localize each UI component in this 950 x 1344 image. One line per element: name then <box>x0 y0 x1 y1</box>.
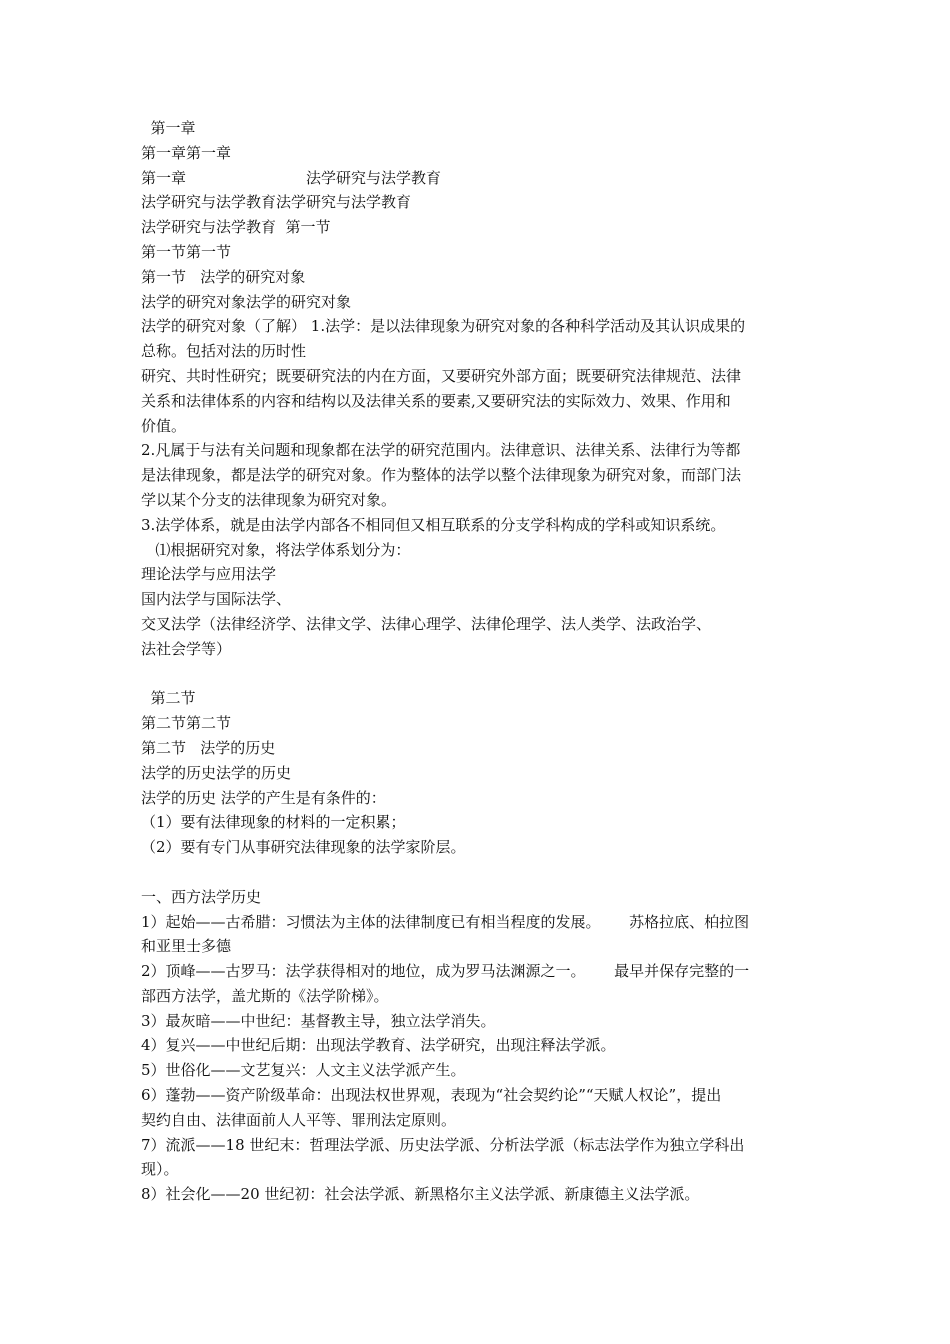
list-item: （2）要有专门从事研究法律现象的法学家阶层。 <box>141 838 466 857</box>
list-item: 3）最灰暗——中世纪：基督教主导，独立法学消失。 <box>141 1011 496 1030</box>
list-item: （1）要有法律现象的材料的一定积累； <box>141 813 406 832</box>
section-title: 第二节 法学的历史 <box>141 738 276 757</box>
list-item: 交叉法学（法律经济学、法律文学、法律心理学、法律伦理学、法人类学、法政治学、 <box>141 614 712 633</box>
text-line: 法学研究与法学教育法学研究与法学教育 <box>141 193 412 212</box>
list-item: 法社会学等） <box>141 639 232 658</box>
section-heading: 第一节 法学的研究对象 <box>141 267 306 286</box>
list-item: 现）。 <box>141 1160 179 1179</box>
list-item: 1）起始——古希腊：习惯法为主体的法律制度已有相当程度的发展。 苏格拉底、柏拉图 <box>141 912 750 931</box>
list-item: 契约自由、法律面前人人平等、罪刑法定原则。 <box>141 1110 457 1129</box>
list-item: 6）蓬勃——资产阶级革命：出现法权世界观，表现为“社会契约论”“天赋人权论”，提出 <box>141 1086 722 1105</box>
spacer <box>141 860 821 885</box>
text-line: 法学的研究对象法学的研究对象 <box>141 292 352 311</box>
chapter-label: 第一章 <box>141 168 187 187</box>
list-item: 国内法学与国际法学、 <box>141 590 292 609</box>
list-item: 部西方法学，盖尤斯的《法学阶梯》。 <box>141 986 389 1005</box>
list-item: 7）流派——18 世纪末：哲理法学派、历史法学派、分析法学派（标志法学作为独立学科出 <box>141 1135 745 1154</box>
chapter-title-line <box>141 166 821 191</box>
paragraph-line: 2.凡属于与法有关问题和现象都在法学的研究范围内。法律意识、法律关系、法律行为等都 <box>141 441 741 460</box>
list-item: 4）复兴——中世纪后期：出现法学教育、法学研究，出现注释法学派。 <box>141 1036 616 1055</box>
text-line: 第一节第一节 <box>141 242 232 261</box>
section-heading: 第二节 <box>141 689 196 708</box>
paragraph-line: 3.法学体系，就是由法学内部各不相同但又相互联系的分支学科构成的学科或知识系统。 <box>141 515 726 534</box>
paragraph-line: 总称。包括对法的历时性 <box>141 342 307 361</box>
document-page <box>141 116 821 1207</box>
chapter-heading: 第一章 <box>141 119 196 137</box>
list-item: 和亚里士多德 <box>141 937 232 956</box>
list-item: 8）社会化——20 世纪初：社会法学派、新黑格尔主义法学派、新康德主义法学派。 <box>141 1185 700 1204</box>
paragraph-line: 价值。 <box>141 416 187 435</box>
subsection-heading: 一、西方法学历史 <box>141 887 262 906</box>
paragraph-line: 关系和法律体系的内容和结构以及法律关系的要素,又要研究法的实际效力、效果、作用和 <box>141 391 731 410</box>
paragraph-line: 学以某个分支的法律现象为研究对象。 <box>141 490 397 509</box>
paragraph-line: 是法律现象，都是法学的研究对象。作为整体的法学以整个法律现象为研究对象，而部门法 <box>141 466 742 485</box>
spacer <box>141 662 821 687</box>
chapter-title: 法学研究与法学教育 <box>306 168 442 187</box>
list-item: 理论法学与应用法学 <box>141 565 277 584</box>
list-intro: ⑴根据研究对象，将法学体系划分为： <box>141 540 411 559</box>
text-line: 法学研究与法学教育 第一节 <box>141 218 331 237</box>
text-line: 法学的历史法学的历史 <box>141 763 292 782</box>
paragraph-line: 法学的研究对象（了解） 1.法学：是以法律现象为研究对象的各种科学活动及其认识成果的 <box>141 317 746 336</box>
paragraph-line: 研究、共时性研究；既要研究法的内在方面，又要研究外部方面；既要研究法律规范、法律 <box>141 366 742 385</box>
paragraph-line: 法学的历史 法学的产生是有条件的： <box>141 788 386 807</box>
list-item: 5）世俗化——文艺复兴：人文主义法学派产生。 <box>141 1061 466 1080</box>
text-line: 第一章第一章 <box>141 143 232 162</box>
list-item: 2）顶峰——古罗马：法学获得相对的地位，成为罗马法渊源之一。 最早并保存完整的一 <box>141 962 750 981</box>
text-line: 第二节第二节 <box>141 714 232 733</box>
